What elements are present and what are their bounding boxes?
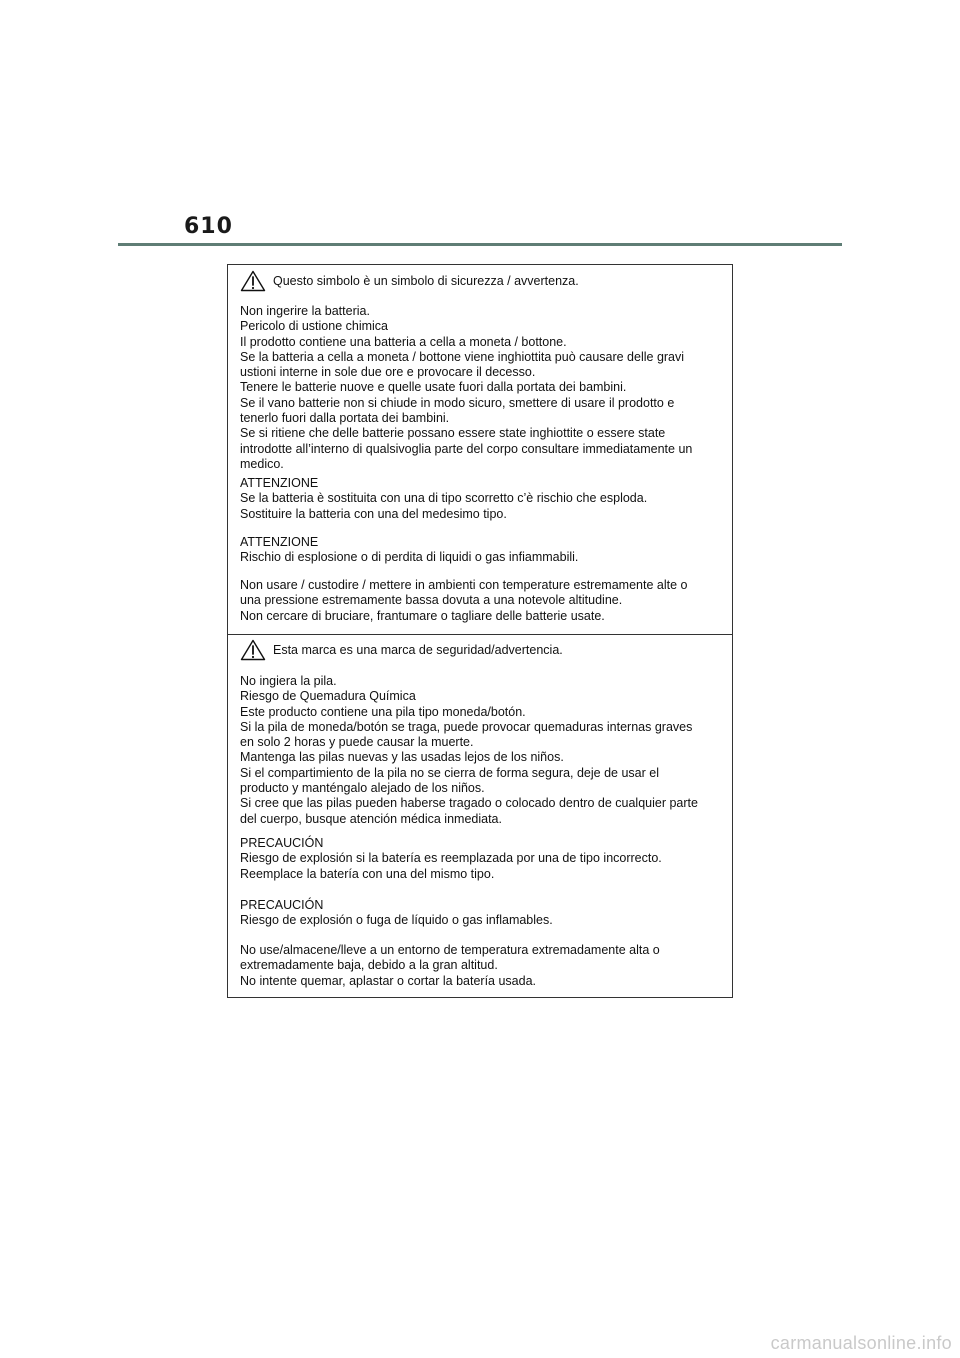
text-line: ATTENZIONE	[240, 535, 319, 549]
footer-watermark: carmanualsonline.info	[770, 1333, 952, 1353]
text-line: PRECAUCIÓN	[240, 836, 324, 850]
page-number: 610	[184, 214, 233, 239]
text-line: del cuerpo, busque atención médica inmediata.	[240, 811, 502, 826]
text-line: Si cree que las pilas pueden haberse tragado o colocado dentro de cualquier parte	[240, 796, 698, 811]
text-line: Il prodotto contiene una batteria a cella a moneta / bottone.	[240, 334, 567, 349]
text-line: Si el compartimiento de la pila no se cierra de forma segura, deje de usar el	[240, 765, 659, 780]
paragraph-environment	[240, 578, 726, 624]
text-line: Se il vano batterie non si chiude in modo sicuro, smettere di usare il prodotto e	[240, 395, 675, 410]
paragraph-battery-hazard	[240, 674, 726, 827]
section-spanish	[228, 634, 732, 997]
symbol-description: Questo simbolo è un simbolo di sicurezza / avvertenza.	[273, 273, 579, 288]
text-line: ustioni interne in sole due ore e provocare il decesso.	[240, 365, 536, 380]
warning-triangle-icon	[240, 639, 266, 661]
text-line: No intente quemar, aplastar o cortar la batería usada.	[240, 973, 537, 988]
symbol-description: Esta marca es una marca de seguridad/advertencia.	[273, 642, 563, 657]
text-line: Riesgo de explosión o fuga de líquido o gas inflamables.	[240, 913, 553, 928]
paragraph-battery-hazard	[240, 304, 726, 472]
paragraph-caution-replacement	[240, 836, 726, 882]
text-line: en solo 2 horas y puede causar la muerte.	[240, 735, 474, 750]
text-line: Este producto contiene una pila tipo moneda/botón.	[240, 704, 526, 719]
battery-warning-box	[227, 264, 733, 998]
text-line: Riesgo de Quemadura Química	[240, 689, 416, 704]
text-line: No ingiera la pila.	[240, 674, 337, 688]
text-line: Tenere le batterie nuove e quelle usate fuori dalla portata dei bambini.	[240, 380, 627, 395]
text-line: Si la pila de moneda/botón se traga, puede provocar quemaduras internas graves	[240, 719, 693, 734]
text-line: Se la batteria è sostituita con una di tipo scorretto c’è rischio che esploda.	[240, 491, 648, 506]
text-line: Sostituire la batteria con una del medesimo tipo.	[240, 506, 507, 521]
text-line: ATTENZIONE	[240, 476, 319, 490]
text-line: PRECAUCIÓN	[240, 898, 324, 912]
paragraph-caution-replacement	[240, 476, 726, 522]
section-italian	[228, 265, 732, 635]
text-line: Non usare / custodire / mettere in ambienti con temperature estremamente alte o	[240, 578, 688, 592]
text-line: Non ingerire la batteria.	[240, 304, 370, 318]
text-line: medico.	[240, 456, 284, 471]
text-line: una pressione estremamente bassa dovuta a una notevole altitudine.	[240, 593, 623, 608]
text-line: extremadamente baja, debido a la gran altitud.	[240, 958, 498, 973]
paragraph-environment	[240, 943, 726, 989]
symbol-line	[240, 638, 563, 662]
text-line: Se la batteria a cella a moneta / bottone viene inghiottita può causare delle gravi	[240, 349, 685, 364]
text-line: Non cercare di bruciare, frantumare o tagliare delle batterie usate.	[240, 608, 605, 623]
header-rule	[118, 243, 842, 246]
text-line: No use/almacene/lleve a un entorno de temperatura extremadamente alta o	[240, 943, 660, 957]
text-line: Pericolo di ustione chimica	[240, 319, 388, 334]
text-line: Reemplace la batería con una del mismo tipo.	[240, 866, 495, 881]
text-line: producto y manténgalo alejado de los niños.	[240, 781, 485, 796]
text-line: Riesgo de explosión si la batería es reemplazada por una de tipo incorrecto.	[240, 851, 662, 866]
text-line: tenerlo fuori dalla portata dei bambini.	[240, 411, 450, 426]
paragraph-caution-explosion	[240, 535, 726, 566]
paragraph-caution-explosion	[240, 898, 726, 929]
text-line: Mantenga las pilas nuevas y las usadas lejos de los niños.	[240, 750, 564, 765]
warning-triangle-icon	[240, 270, 266, 292]
symbol-line	[240, 269, 579, 293]
text-line: Se si ritiene che delle batterie possano essere state inghiottite o essere state	[240, 426, 666, 441]
text-line: introdotte all’interno di qualsivoglia parte del corpo consultare immediatamente un	[240, 441, 693, 456]
text-line: Rischio di esplosione o di perdita di liquidi o gas infiammabili.	[240, 550, 579, 565]
